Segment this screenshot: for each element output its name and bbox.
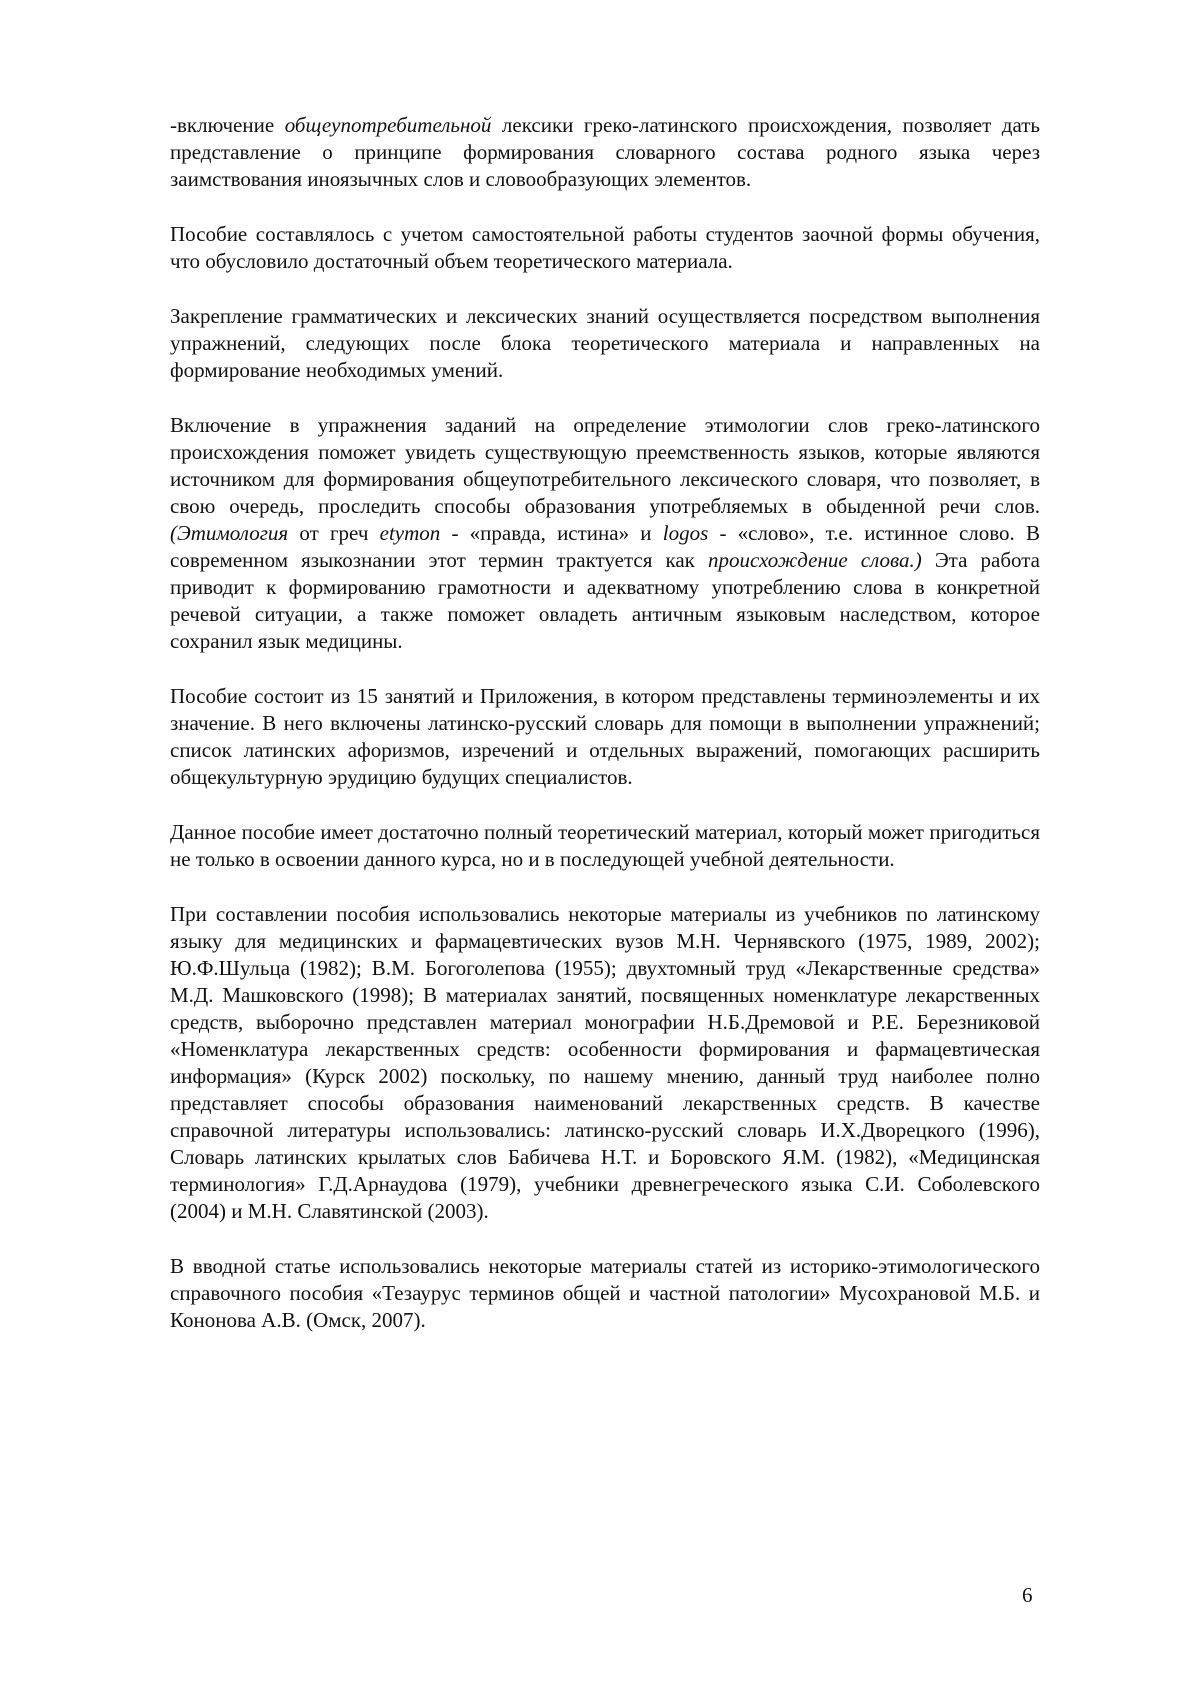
text-run: Данное пособие имеет достаточно полный теоретический материал, который может пригодиться не только в освоении данного курса, но и в последующей учебной деятельности.	[170, 820, 1040, 871]
text-run: -включение	[170, 113, 285, 137]
italic-text-run: etymon	[379, 521, 441, 545]
paragraph	[170, 221, 1040, 275]
text-run: Включение в упражнения заданий на определение этимологии слов греко-латинского происхождения поможет увидеть существующую преемственность языков, которые являются источником для формирования общеупотребительного лексического словаря, что позволяет, в свою очередь, проследить способы образования употребляемых в обыденной речи слов.	[170, 413, 1040, 518]
paragraph	[170, 303, 1040, 384]
paragraph	[170, 819, 1040, 873]
paragraph	[170, 901, 1040, 1225]
text-run: - «правда, истина» и	[440, 521, 663, 545]
text-run: от греч	[288, 521, 380, 545]
text-run: При составлении пособия использовались некоторые материалы из учебников по латинскому языку для медицинских и фармацевтических вузов М.Н. Чернявского (1975, 1989, 2002); Ю.Ф.Шульца (1982); В.М. Богоголепова (1955); двухтомный труд «Лекарственные средства» М.Д. Машковского (1998); В материалах занятий, посвященных номенклатуре лекарственных средств, выборочно представлен материал монографии Н.Б.Дремовой и Р.Е. Березниковой «Номенклатура лекарственных средств: особенности формирования и фармацевтическая информация» (Курск 2002) поскольку, по нашему мнению, данный труд наиболее полно представляет способы образования наименований лекарственных средств. В качестве справочной литературы использовались: латинско-русский словарь И.Х.Дворецкого (1996), Словарь латинских крылатых слов Бабичева Н.Т. и Боровского Я.М. (1982), «Медицинская терминология» Г.Д.Арнаудова (1979), учебники древнегреческого языка С.И. Соболевского (2004) и М.Н. Славятинской (2003).	[170, 902, 1040, 1223]
page-number: 6	[1022, 1583, 1033, 1607]
text-run: В вводной статье использовались некоторые материалы статей из историко-этимологического справочного пособия «Тезаурус терминов общей и частной патологии» Мусохрановой М.Б. и Кононова А.В. (Омск, 2007).	[170, 1254, 1040, 1332]
text-run: лексики греко-латинского происхождения, позволяет дать представление о принципе формирования словарного состава родного языка через заимствования иноязычных слов и словообразующих элементов.	[170, 113, 1040, 191]
italic-text-run: logos	[662, 521, 709, 545]
paragraph	[170, 112, 1040, 193]
paragraph	[170, 683, 1040, 791]
italic-text-run: (Этимология	[170, 521, 289, 545]
text-run: Закрепление грамматических и лексических знаний осуществляется посредством выполнения упражнений, следующих после блока теоретического материала и направленных на формирование необходимых умений.	[170, 304, 1040, 382]
text-run: Пособие составлялось с учетом самостоятельной работы студентов заочной формы обучения, что обусловило достаточный объем теоретического материала.	[170, 222, 1040, 273]
text-run: Пособие состоит из 15 занятий и Приложения, в котором представлены терминоэлементы и их значение. В него включены латинско-русский словарь для помощи в выполнении упражнений; список латинских афоризмов, изречений и отдельных выражений, помогающих расширить общекультурную эрудицию будущих специалистов.	[170, 684, 1040, 789]
paragraph	[170, 412, 1040, 655]
text-run: Эта работа приводит к формированию грамотности и адекватному употреблению слова в конкретной речевой ситуации, а также поможет овладеть античным языковым наследством, которое сохранил язык медицины.	[170, 548, 1040, 653]
paragraph	[170, 1253, 1040, 1334]
italic-text-run: общеупотребительной	[284, 113, 492, 137]
page-body	[170, 112, 1040, 1362]
text-run: - «слово», т.е. истинное слово. В современном языкознании этот термин трактуется как	[170, 521, 1041, 572]
italic-text-run: происхождение слова.)	[707, 548, 922, 572]
